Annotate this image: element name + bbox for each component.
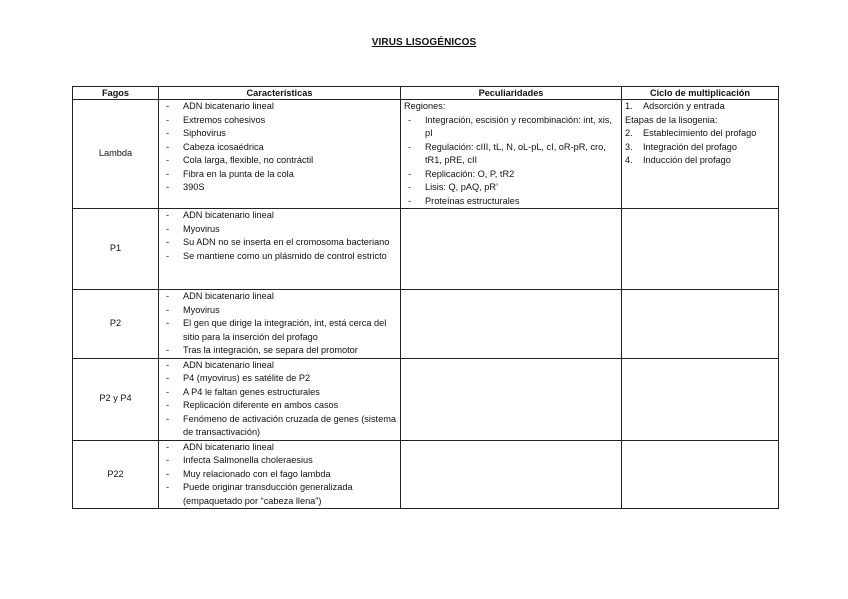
list-item: - A P4 le faltan genes estructurales xyxy=(162,386,397,400)
list-item: - Replicación diferente en ambos casos xyxy=(162,399,397,413)
list-item: - Se mantiene como un plásmido de control estricto xyxy=(162,250,397,264)
list-item: - Myovirus xyxy=(162,304,397,318)
list-item: - ADN bicatenario lineal xyxy=(162,290,397,304)
peculiaridades-cell xyxy=(401,290,622,359)
list-item: - Cabeza icosaédrica xyxy=(162,141,397,155)
caracteristicas-cell xyxy=(159,290,401,359)
list-item: - Cola larga, flexible, no contráctil xyxy=(162,154,397,168)
step-text: Adsorción y entrada xyxy=(643,101,725,111)
list-item: - Siphovirus xyxy=(162,127,397,141)
list-item: - Extremos cohesivos xyxy=(162,114,397,128)
list-item: - P4 (myovirus) es satélite de P2 xyxy=(162,372,397,386)
list-item: - Proteínas estructurales xyxy=(404,195,618,209)
list-item: - Fibra en la punta de la cola xyxy=(162,168,397,182)
peculiaridades-cell xyxy=(401,358,622,440)
list-item xyxy=(625,154,775,168)
caracteristicas-cell xyxy=(159,209,401,290)
list-item: - 390S xyxy=(162,181,397,195)
ciclo-subtitle: Etapas de la lisogenia: xyxy=(625,114,718,125)
list-item: - Infecta Salmonella choleraesius xyxy=(162,454,397,468)
caracteristicas-cell xyxy=(159,100,401,209)
phage-table xyxy=(72,86,779,509)
peculiaridades-intro: Regiones: xyxy=(404,101,446,111)
ciclo-cell xyxy=(622,440,779,509)
peculiaridades-cell xyxy=(401,100,622,209)
table-row-p2 xyxy=(73,290,779,359)
table-row-p22 xyxy=(73,440,779,509)
ciclo-cell xyxy=(622,209,779,290)
list-item xyxy=(625,141,775,155)
list-item: - Regulación: cIII, tL, N, oL-pL, cI, oR-pR, cro, tR1, pRE, cII xyxy=(404,141,618,168)
fago-cell: P2 y P4 xyxy=(73,358,159,440)
table-header-row xyxy=(73,87,779,100)
list-item: - Lisis: Q, pAQ, pR’ xyxy=(404,181,618,195)
ciclo-cell xyxy=(622,100,779,209)
list-item: - Myovirus xyxy=(162,223,397,237)
peculiaridades-cell xyxy=(401,440,622,509)
fago-cell: P22 xyxy=(73,440,159,509)
step-number: 1. xyxy=(625,101,633,111)
step-number: 4. xyxy=(625,155,633,165)
fago-cell: P1 xyxy=(73,209,159,290)
table-row-lambda xyxy=(73,100,779,209)
caracteristicas-cell xyxy=(159,440,401,509)
header-ciclo: Ciclo de multiplicación xyxy=(622,87,779,100)
ciclo-cell xyxy=(622,290,779,359)
table-row-p2-p4 xyxy=(73,358,779,440)
list-item: - Tras la integración, se separa del promotor xyxy=(162,344,397,358)
page-title: VIRUS LISOGÉNICOS xyxy=(371,37,477,48)
list-item: - Su ADN no se inserta en el cromosoma bacteriano xyxy=(162,236,397,250)
fago-cell: Lambda xyxy=(73,100,159,209)
step-number: 2. xyxy=(625,128,633,138)
list-item: - ADN bicatenario lineal xyxy=(162,209,397,223)
list-item: - Replicación: O, P, tR2 xyxy=(404,168,618,182)
table-row-p1 xyxy=(73,209,779,290)
list-item xyxy=(625,100,775,114)
list-item: - ADN bicatenario lineal xyxy=(162,441,397,455)
list-item: - Muy relacionado con el fago lambda xyxy=(162,468,397,482)
header-caracteristicas: Características xyxy=(159,87,401,100)
fago-cell: P2 xyxy=(73,290,159,359)
step-text: Integración del profago xyxy=(643,141,737,152)
list-item: - El gen que dirige la integración, int, está cerca del sitio para la inserción del profago xyxy=(162,317,397,344)
ciclo-cell xyxy=(622,358,779,440)
header-peculiaridades: Peculiaridades xyxy=(401,87,622,100)
list-item: - ADN bicatenario lineal xyxy=(162,100,397,114)
header-fagos: Fagos xyxy=(73,87,159,100)
step-text: Establecimiento del profago xyxy=(643,128,757,138)
list-item: - Fenómeno de activación cruzada de genes (sistema de transactivación) xyxy=(162,413,397,440)
list-item: - ADN bicatenario lineal xyxy=(162,359,397,373)
list-item: - Integración, escisión y recombinación: int, xis, pI xyxy=(404,114,618,141)
step-number: 3. xyxy=(625,141,633,152)
step-text: Inducción del profago xyxy=(643,155,731,165)
list-item: - Puede originar transducción generalizada (empaquetado por “cabeza llena”) xyxy=(162,481,397,508)
caracteristicas-cell xyxy=(159,358,401,440)
list-item xyxy=(625,127,775,141)
peculiaridades-cell xyxy=(401,209,622,290)
